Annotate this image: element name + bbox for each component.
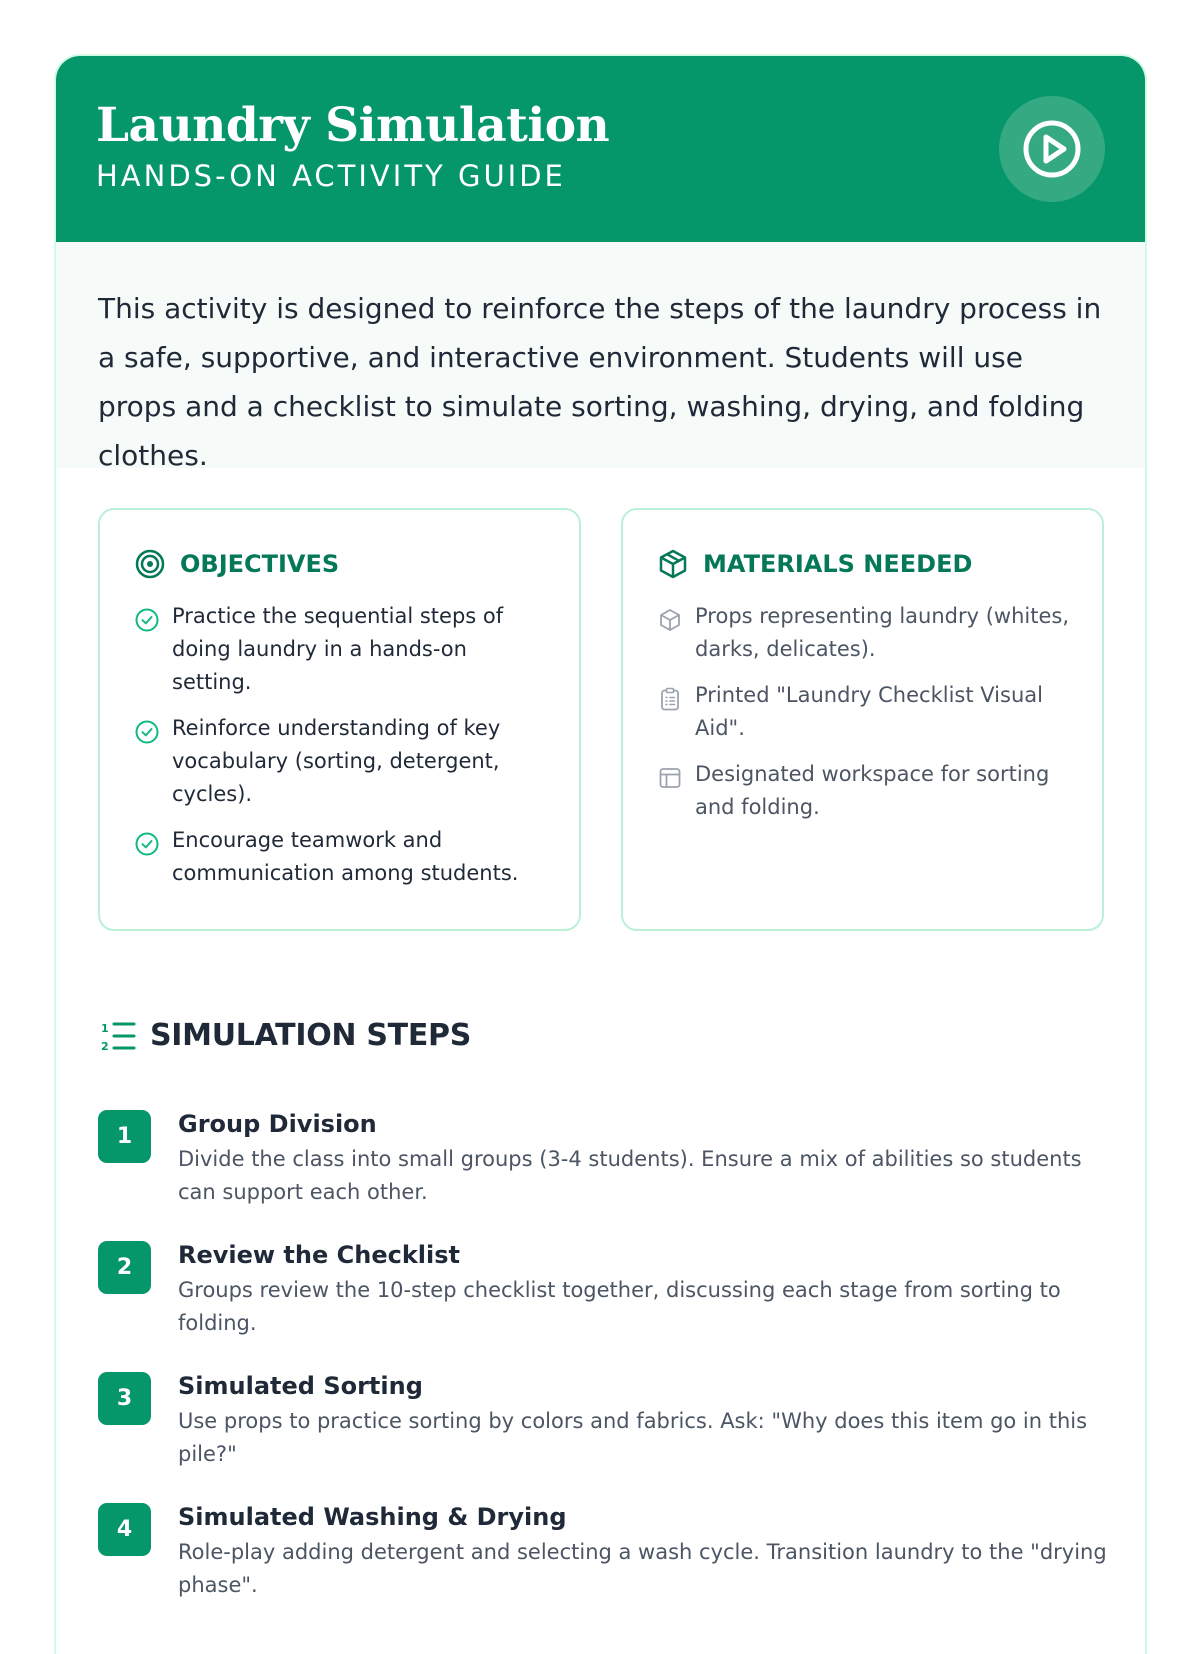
target-icon (134, 548, 166, 580)
objective-text: Encourage teamwork and communication among students. (172, 828, 519, 885)
clipboard-list-icon (657, 686, 683, 712)
steps-heading (100, 1018, 471, 1053)
play-button[interactable] (999, 96, 1105, 202)
objective-text: Practice the sequential steps of doing laundry in a hands-on setting. (172, 604, 504, 694)
material-text: Designated workspace for sorting and folding. (695, 762, 1050, 819)
step-description: Use props to practice sorting by colors and fabrics. Ask: "Why does this item go in this pile?" (178, 1409, 1088, 1466)
svg-text:1: 1 (101, 1021, 109, 1035)
objectives-heading (134, 546, 549, 582)
list-item (134, 600, 549, 699)
step-description: Groups review the 10-step checklist together, discussing each stage from sorting to folding. (178, 1278, 1061, 1335)
step-number: 2 (98, 1241, 151, 1294)
layout-icon (657, 765, 683, 791)
check-circle-icon (134, 831, 160, 857)
play-circle-icon (1020, 117, 1084, 181)
step-description: Divide the class into small groups (3-4 students). Ensure a mix of abilities so students can support each other. (178, 1147, 1082, 1204)
step-number: 3 (98, 1372, 151, 1425)
list-item (134, 824, 549, 890)
objectives-box (98, 508, 581, 931)
svg-text:2: 2 (101, 1039, 109, 1053)
check-circle-icon (134, 719, 160, 745)
cube-icon (657, 548, 689, 580)
materials-title: MATERIALS NEEDED (703, 550, 973, 578)
step-number: 4 (98, 1503, 151, 1556)
info-boxes (56, 468, 1145, 968)
objectives-title: OBJECTIVES (180, 550, 340, 578)
activity-card (54, 54, 1147, 1654)
steps-title: SIMULATION STEPS (150, 1018, 472, 1053)
step-description: Role-play adding detergent and selecting a wash cycle. Transition laundry to the "drying phase". (178, 1540, 1107, 1597)
list-item (134, 712, 549, 811)
intro-text: This activity is designed to reinforce the steps of the laundry process in a safe, supportive, and interactive environment. Students will use props and a checklist to simulate sorting, washing, drying, and folding clothes. (56, 242, 1145, 468)
page-subtitle: HANDS-ON ACTIVITY GUIDE (96, 159, 566, 193)
material-text: Props representing laundry (whites, darks, delicates). (695, 604, 1070, 661)
step-title: Group Division (178, 1110, 377, 1138)
step-title: Simulated Sorting (178, 1372, 423, 1400)
list-item (657, 600, 1072, 666)
list-item (657, 679, 1072, 745)
header (56, 56, 1145, 242)
numbered-list-icon (100, 1019, 136, 1053)
page-title: Laundry Simulation (96, 98, 610, 153)
step-number: 1 (98, 1110, 151, 1163)
step-title: Review the Checklist (178, 1241, 460, 1269)
materials-heading (657, 546, 1072, 582)
list-item (657, 758, 1072, 824)
objective-text: Reinforce understanding of key vocabulary (sorting, detergent, cycles). (172, 716, 501, 806)
step-title: Simulated Washing & Drying (178, 1503, 567, 1531)
materials-box (621, 508, 1104, 931)
check-circle-icon (134, 607, 160, 633)
material-text: Printed "Laundry Checklist Visual Aid". (695, 683, 1043, 740)
cube-icon (657, 607, 683, 633)
